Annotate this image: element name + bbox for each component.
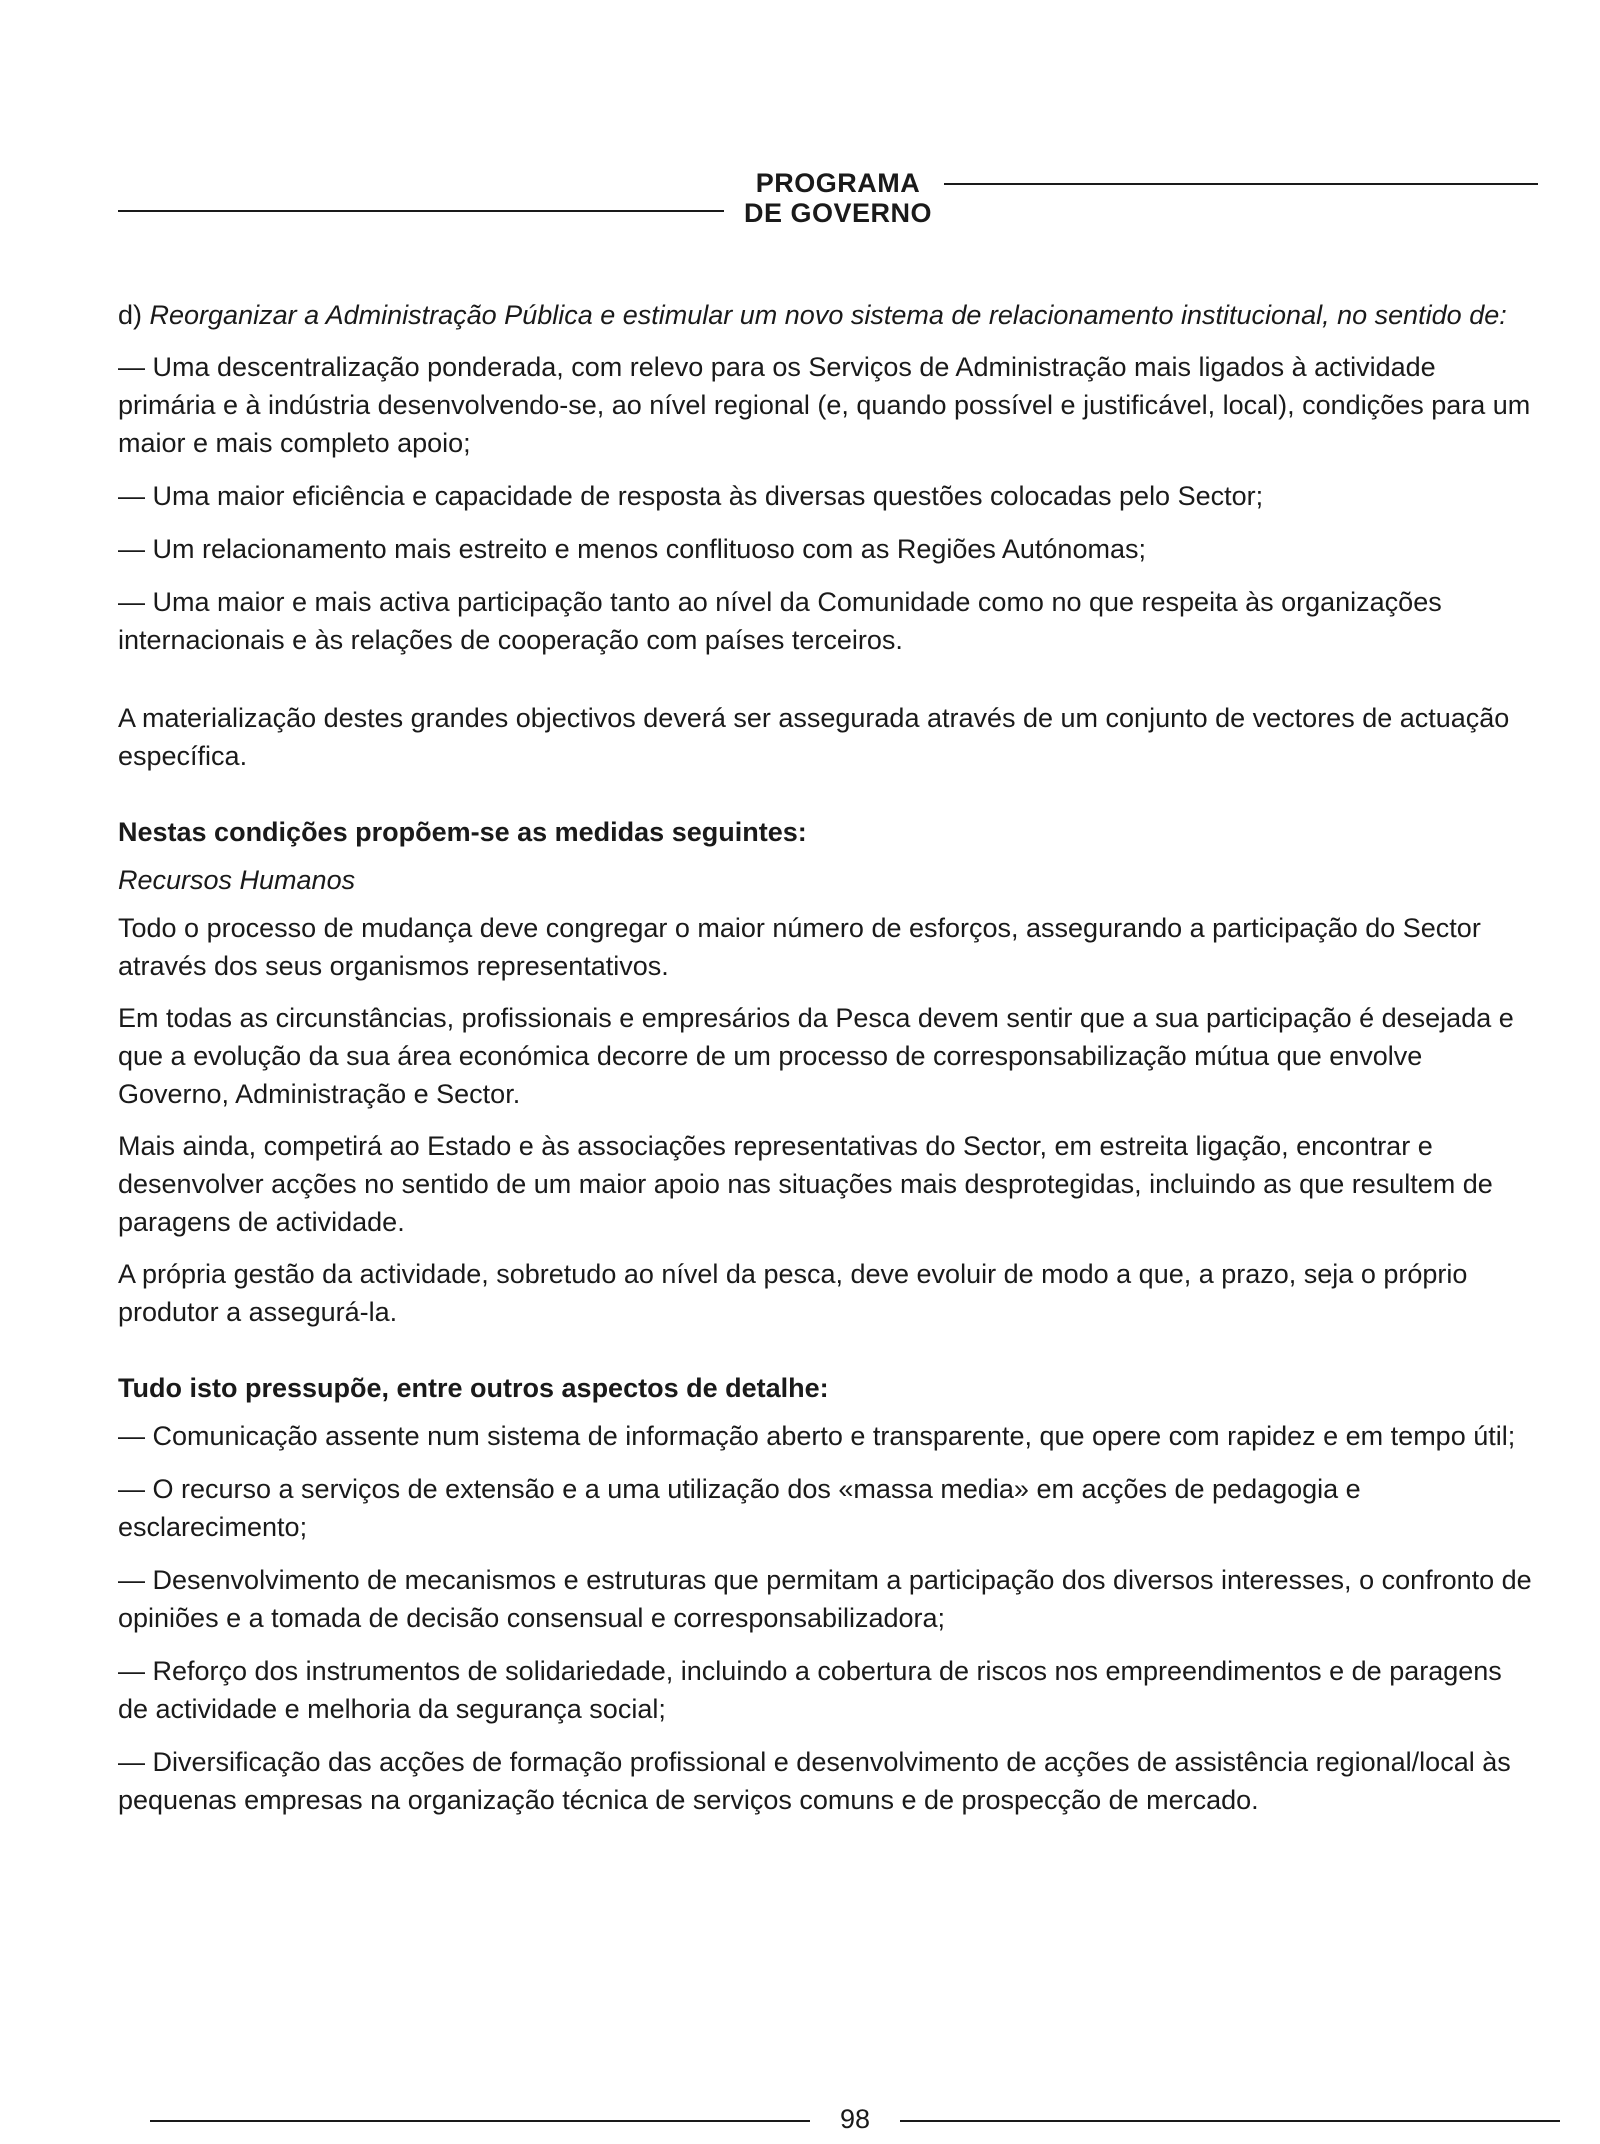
page-number: 98 xyxy=(839,2104,871,2134)
section-heading-details: Tudo isto pressupõe, entre outros aspectos de detalhe: xyxy=(118,1373,829,1403)
header-rule-right xyxy=(944,183,1538,185)
materialization-paragraph: A materialização destes grandes objectivos deverá ser assegurada através de um conjunto de vectores de actuação específica. xyxy=(118,703,1510,771)
intro-prefix: d) xyxy=(118,300,150,330)
footer-rule-right xyxy=(900,2120,1560,2122)
list-item: — Diversificação das acções de formação profissional e desenvolvimento de acções de assistência regional/local às pequenas empresas na organização técnica de serviços comuns e de prospecção de mercado. xyxy=(118,1747,1511,1815)
list-item: — Uma maior e mais activa participação tanto ao nível da Comunidade como no que respeita às organizações internacionais e às relações de cooperação com países terceiros. xyxy=(118,587,1442,655)
list-item: — O recurso a serviços de extensão e a uma utilização dos «massa media» em acções de pedagogia e esclarecimento; xyxy=(118,1474,1361,1542)
list-item: — Uma maior eficiência e capacidade de resposta às diversas questões colocadas pelo Sector; xyxy=(118,481,1264,511)
body-paragraph: Mais ainda, competirá ao Estado e às associações representativas do Sector, em estreita ligação, encontrar e desenvolver acções no sentido de um maior apoio nas situações mais desprotegidas, incluindo as que resultem de paragens de actividade. xyxy=(118,1131,1493,1237)
header-rule-left xyxy=(118,210,724,212)
list-item: — Reforço dos instrumentos de solidariedade, incluindo a cobertura de riscos nos empreendimentos e de paragens de actividade e melhoria da segurança social; xyxy=(118,1656,1502,1724)
list-item: — Um relacionamento mais estreito e menos conflituoso com as Regiões Autónomas; xyxy=(118,534,1146,564)
body-paragraph: A própria gestão da actividade, sobretudo ao nível da pesca, deve evoluir de modo a que, a prazo, seja o próprio produtor a assegurá-la. xyxy=(118,1259,1468,1327)
header-title xyxy=(733,168,943,228)
body-paragraph: Em todas as circunstâncias, profissionais e empresários da Pesca devem sentir que a sua participação é desejada e que a evolução da sua área económica decorre de um processo de corresponsabilização mútua que envolve Governo, Administração e Sector. xyxy=(118,1003,1514,1109)
footer-rule-left xyxy=(150,2120,810,2122)
intro-paragraph xyxy=(118,296,1538,334)
section-heading-measures: Nestas condições propõem-se as medidas seguintes: xyxy=(118,817,807,847)
subheading-recursos-humanos: Recursos Humanos xyxy=(118,865,356,895)
list-item: — Comunicação assente num sistema de informação aberto e transparente, que opere com rapidez e em tempo útil; xyxy=(118,1421,1516,1451)
header-title-line2: DE GOVERNO xyxy=(743,198,933,228)
header-title-line1: PROGRAMA xyxy=(755,168,921,198)
list-item: — Desenvolvimento de mecanismos e estruturas que permitam a participação dos diversos interesses, o confronto de opiniões e a tomada de decisão consensual e corresponsabilizadora; xyxy=(118,1565,1532,1633)
intro-text: Reorganizar a Administração Pública e estimular um novo sistema de relacionamento institucional, no sentido de: xyxy=(149,300,1507,330)
page-footer xyxy=(150,2100,1570,2140)
page-body xyxy=(118,296,1538,1834)
list-item: — Uma descentralização ponderada, com relevo para os Serviços de Administração mais ligados à actividade primária e à indústria desenvolvendo-se, ao nível regional (e, quando possível e justificável, local), condições para um maior e mais completo apoio; xyxy=(118,352,1531,458)
body-paragraph: Todo o processo de mudança deve congregar o maior número de esforços, assegurando a participação do Sector através dos seus organismos representativos. xyxy=(118,913,1481,981)
page-header xyxy=(118,168,1538,238)
